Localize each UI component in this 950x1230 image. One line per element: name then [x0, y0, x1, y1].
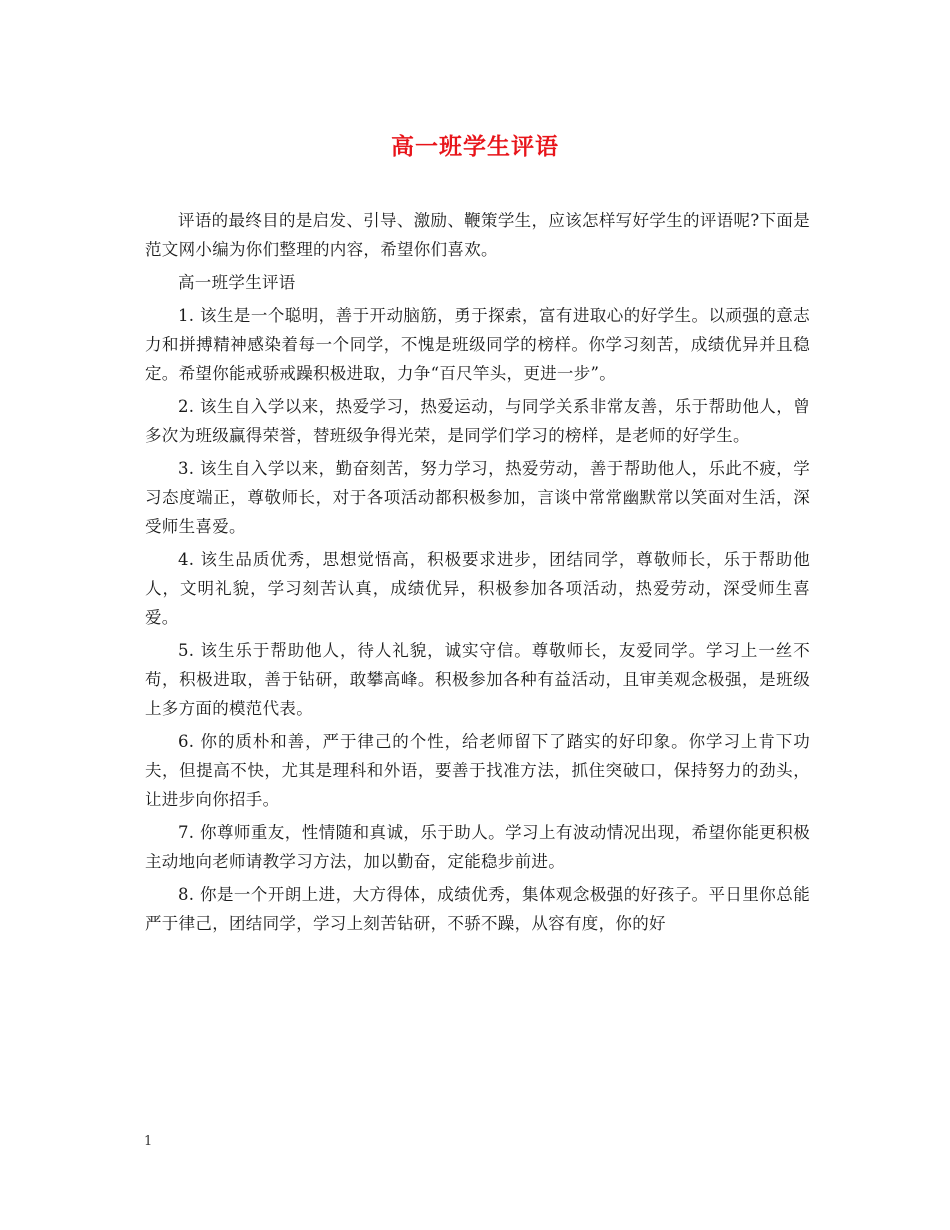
- document-title: 高一班学生评语: [391, 133, 559, 160]
- comment-item-4: 4. 该生品质优秀，思想觉悟高，积极要求进步，团结同学，尊敬师长，乐于帮助他人，文明礼貌，学习刻苦认真，成绩优异，积极参加各项活动，热爱劳动，深受师生喜爱。: [145, 550, 810, 627]
- document-body: [145, 206, 810, 942]
- subheading: 高一班学生评语: [178, 273, 296, 292]
- comment-item-7: 7. 你尊师重友，性情随和真诚，乐于助人。学习上有波动情况出现，希望你能更积极主动地向老师请教学习方法，加以勤奋，定能稳步前进。: [145, 823, 810, 871]
- comment-item-3: 3. 该生自入学以来，勤奋刻苦，努力学习，热爱劳动，善于帮助他人，乐此不疲，学习态度端正，尊敬师长，对于各项活动都积极参加，言谈中常常幽默常以笑面对生活，深受师生喜爱。: [145, 459, 810, 536]
- comment-item-5: 5. 该生乐于帮助他人，待人礼貌，诚实守信。尊敬师长，友爱同学。学习上一丝不苟，积极进取，善于钻研，敢攀高峰。积极参加各种有益活动，且审美观念极强，是班级上多方面的模范代表。: [145, 641, 810, 718]
- comment-item-2: 2. 该生自入学以来，热爱学习，热爱运动，与同学关系非常友善，乐于帮助他人，曾多次为班级赢得荣誉，替班级争得光荣，是同学们学习的榜样，是老师的好学生。: [145, 397, 810, 445]
- comment-item-6: 6. 你的质朴和善，严于律己的个性，给老师留下了踏实的好印象。你学习上肯下功夫，但提高不快，尤其是理科和外语，要善于找准方法，抓住突破口，保持努力的劲头，让进步向你招手。: [145, 732, 810, 809]
- page-number: 1: [144, 1134, 153, 1149]
- intro-paragraph: 评语的最终目的是启发、引导、激励、鞭策学生，应该怎样写好学生的评语呢?下面是范文网小编为你们整理的内容，希望你们喜欢。: [145, 211, 810, 259]
- comment-item-8: 8. 你是一个开朗上进，大方得体，成绩优秀，集体观念极强的好孩子。平日里你总能严于律己，团结同学，学习上刻苦钻研，不骄不躁，从容有度，你的好: [145, 885, 810, 933]
- comment-item-1: 1. 该生是一个聪明，善于开动脑筋，勇于探索，富有进取心的好学生。以顽强的意志力和拼搏精神感染着每一个同学，不愧是班级同学的榜样。你学习刻苦，成绩优异并且稳定。希望你能戒骄戒躁积极进取，力争“百尺竿头，更进一步”。: [145, 306, 810, 383]
